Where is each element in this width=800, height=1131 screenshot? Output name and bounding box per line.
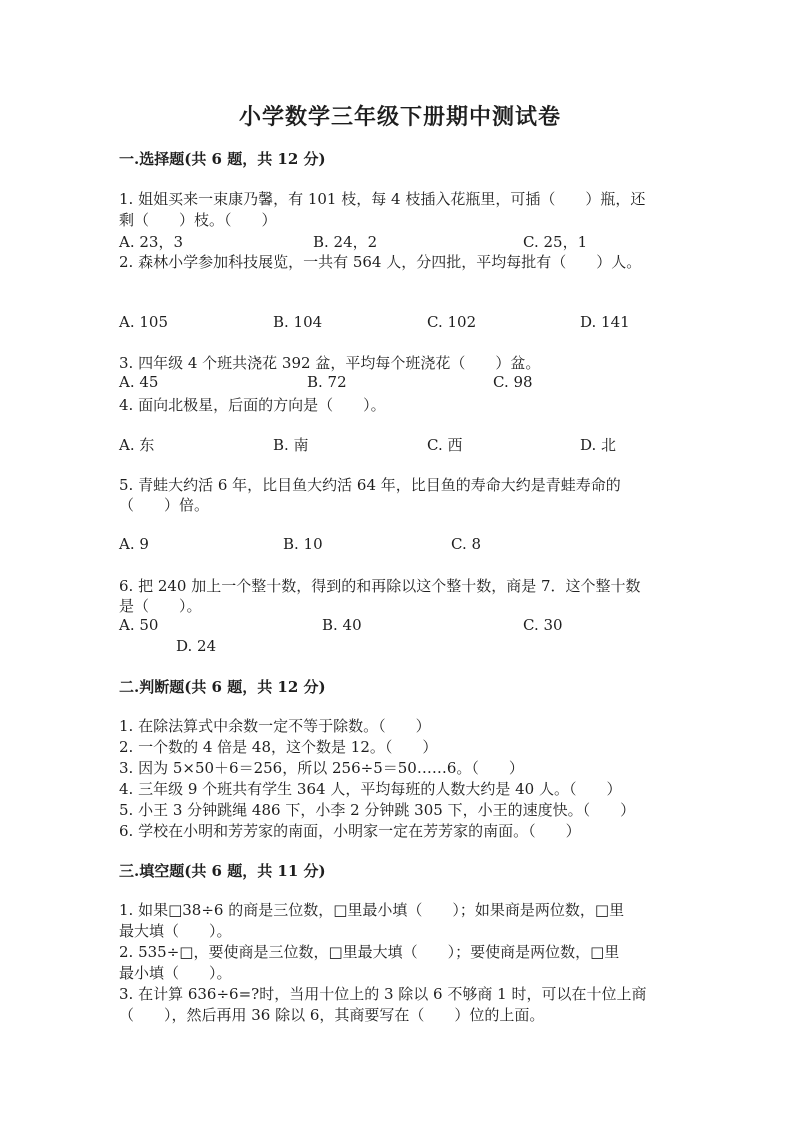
section-heading-fill: 三.填空题(共 6 题，共 11 分) (119, 862, 326, 880)
question-text: 4. 面向北极星，后面的方向是（ ）。 (119, 396, 386, 414)
option-a: A. 45 (119, 373, 159, 391)
option-c: C. 8 (451, 535, 482, 553)
list-item: 2. 一个数的 4 倍是 48，这个数是 12。（ ） (119, 738, 438, 756)
option-c: C. 102 (427, 313, 477, 331)
option-a: A. 105 (119, 313, 168, 331)
question-text: 6. 把 240 加上一个整十数，得到的和再除以这个整十数，商是 7．这个整十数 (119, 577, 641, 595)
page-title: 小学数学三年级下册期中测试卷 (238, 104, 561, 130)
option-c: C. 西 (427, 436, 463, 454)
section-heading-choice: 一.选择题(共 6 题，共 12 分) (119, 150, 326, 168)
section-heading-judgment: 二.判断题(共 6 题，共 12 分) (119, 678, 326, 696)
option-c: C. 30 (523, 616, 563, 634)
option-a: A. 50 (119, 616, 159, 634)
option-b: B. 24，2 (313, 233, 378, 251)
list-item: 3. 在计算 636÷6=?时，当用十位上的 3 除以 6 不够商 1 时，可以在十位上商 (119, 985, 647, 1003)
list-item: 最大填（ ）。 (119, 922, 232, 940)
option-d: D. 24 (176, 637, 217, 655)
list-item: 最小填（ ）。 (119, 964, 232, 982)
question-text: 剩（ ）枝。（ ） (119, 211, 277, 229)
list-item: 4. 三年级 9 个班共有学生 364 人，平均每班的人数大约是 40 人。（ ） (119, 780, 622, 798)
option-b: B. 72 (307, 373, 347, 391)
option-a: A. 23，3 (119, 233, 183, 251)
option-c: C. 98 (493, 373, 533, 391)
question-text: 5. 青蛙大约活 6 年，比目鱼大约活 64 年，比目鱼的寿命大约是青蛙寿命的 (119, 476, 621, 494)
list-item: 2. 535÷□，要使商是三位数，□里最大填（ ）；要使商是两位数，□里 (119, 943, 620, 961)
list-item: 5. 小王 3 分钟跳绳 486 下，小李 2 分钟跳 305 下，小王的速度快。（ ） (119, 801, 636, 819)
option-a: A. 9 (119, 535, 149, 553)
question-text: 3. 四年级 4 个班共浇花 392 盆，平均每个班浇花（ ）盆。 (119, 354, 541, 372)
option-b: B. 南 (273, 436, 309, 454)
list-item: 6. 学校在小明和芳芳家的南面，小明家一定在芳芳家的南面。（ ） (119, 822, 581, 840)
list-item: 3. 因为 5×50＋6＝256，所以 256÷5＝50……6。（ ） (119, 759, 524, 777)
option-b: B. 104 (273, 313, 323, 331)
question-text: 1. 姐姐买来一束康乃馨，有 101 枝，每 4 枝插入花瓶里，可插（ ）瓶，还 (119, 190, 646, 208)
option-a: A. 东 (119, 436, 155, 454)
option-d: D. 141 (580, 313, 630, 331)
question-text: 是（ ）。 (119, 597, 202, 615)
question-text: （ ）倍。 (119, 496, 210, 514)
option-d: D. 北 (580, 436, 617, 454)
option-b: B. 40 (322, 616, 362, 634)
list-item: 1. 在除法算式中余数一定不等于除数。（ ） (119, 717, 431, 735)
option-b: B. 10 (283, 535, 323, 553)
list-item: 1. 如果□38÷6 的商是三位数，□里最小填（ ）；如果商是两位数，□里 (119, 901, 625, 919)
option-c: C. 25，1 (523, 233, 588, 251)
question-text: 2. 森林小学参加科技展览，一共有 564 人，分四批，平均每批有（ ）人。 (119, 253, 642, 271)
list-item: （ ），然后再用 36 除以 6，其商要写在（ ）位的上面。 (119, 1006, 545, 1024)
